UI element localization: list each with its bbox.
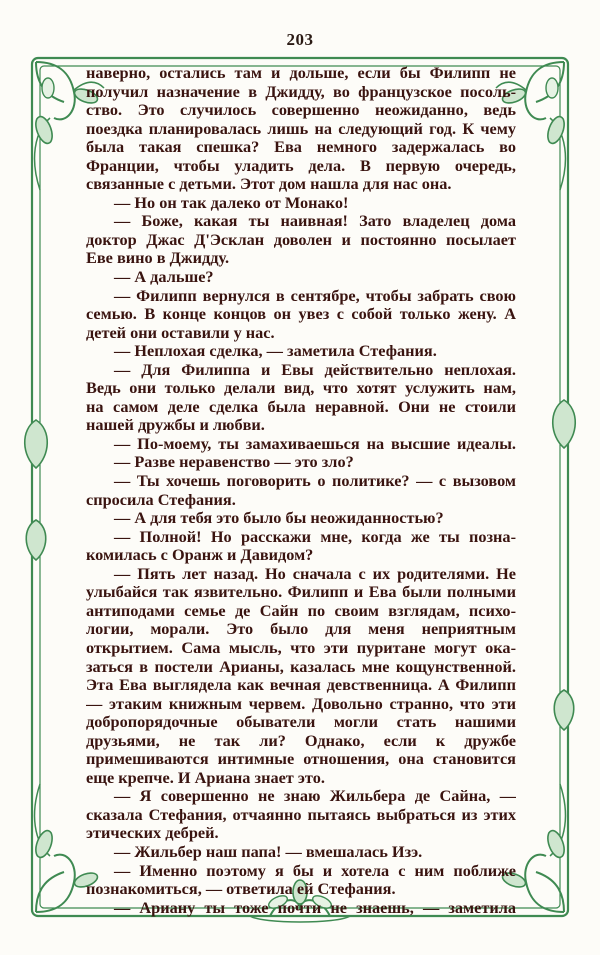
text-line: познакомиться, — ответила ей Стефания. <box>86 880 396 899</box>
text-line: спросила Стефания. <box>86 490 236 509</box>
text-line: ство. Это случилось совершенно неожиданно, ведь <box>86 101 516 120</box>
text-line: — Но он так далеко от Монако! <box>114 193 349 212</box>
text-line: — А для тебя это было бы неожиданностью? <box>114 509 444 528</box>
text-line: — Я совершенно не знаю Жильбера де Сайна, — <box>114 787 516 806</box>
side-leaf-right <box>553 400 576 730</box>
text-line: поездка планировалась лишь на следующий год. К чему <box>86 119 516 138</box>
text-line: примешиваются интимные отношения, она становится <box>86 750 516 769</box>
text-line: — А дальше? <box>114 268 214 287</box>
text-line: — По-моему, ты замахиваешься на высшие идеалы. <box>114 434 516 453</box>
text-line: — Ариану ты тоже почти не знаешь, — заметила <box>114 898 516 917</box>
text-line: Ведь они только делали вид, что хотят услужить нам, <box>86 379 516 398</box>
text-line: — Полной! Но расскажи мне, когда же ты позна- <box>114 527 516 546</box>
text-line: была такая спешка? Ева немного задержалась во <box>86 138 516 157</box>
text-line: получил назначение в Джидду, во французское посоль- <box>86 82 516 101</box>
text-line: заться в постели Арианы, казалась мне кощунственной. <box>86 657 516 676</box>
text-line: — Именно поэтому я бы и хотела с ним поближе <box>114 861 516 880</box>
text-line: логии, морали. Это было для меня неприятным <box>86 620 516 639</box>
text-line: детей они оставили у нас. <box>86 323 275 342</box>
text-line: друзьями, не так ли? Однако, если к дружбе <box>86 731 516 750</box>
text-line: Еве вино в Джидду. <box>86 249 230 268</box>
text-line: — Пять лет назад. Но сначала с их родителями. Не <box>114 564 516 583</box>
text-line: нашей дружбы и любви. <box>86 416 265 435</box>
text-line: Эта Ева выглядела как вечная девственница. А Филипп <box>86 676 516 695</box>
text-line: доктор Джас Д'Эсклан доволен и постоянно посылает <box>86 230 516 249</box>
text-line: еще крепче. И Ариана знает это. <box>86 768 325 787</box>
text-line: открытием. Сама мысль, что эти пуритане могут ока- <box>86 638 516 657</box>
text-line: связанные с детьми. Этот дом нашла для нас она. <box>86 175 452 194</box>
text-line: — Боже, какая ты наивная! Зато владелец дома <box>114 212 516 231</box>
text-line: — Неплохая сделка, — заметила Стефания. <box>114 342 437 361</box>
text-line: комилась с Оранж и Давидом? <box>86 546 314 565</box>
text-line: этических дебрей. <box>86 824 219 843</box>
text-line: Франции, чтобы уладить дела. В первую очередь, <box>86 156 516 175</box>
text-line: сказала Стефания, отчаянно пытаясь выбраться из этих <box>86 805 516 824</box>
text-line: семью. В конце концов он увез с собой только жену. А <box>86 305 516 324</box>
page-number: 203 <box>286 30 314 49</box>
text-line: наверно, остались там и дольше, если бы Филипп не <box>86 64 516 82</box>
text-line: — Жильбер наш папа! — вмешалась Изэ. <box>114 842 423 861</box>
text-line: на самом деле сделка была неравной. Они не стоили <box>86 397 516 416</box>
text-line: — Разве неравенство — это зло? <box>114 453 354 472</box>
text-line: — Ты хочешь поговорить о политике? — с вызовом <box>114 472 516 491</box>
text-line: добропорядочные обыватели могли стать нашими <box>86 713 516 732</box>
text-line: — Филипп вернулся в сентябре, чтобы забрать свою <box>114 286 516 305</box>
text-line: антиподами семье де Сайн по своим взглядам, психо- <box>86 601 516 620</box>
side-leaf-left <box>25 420 48 560</box>
page-text <box>86 64 516 917</box>
text-line: — этаким книжным червем. Довольно странно, что эти <box>86 694 516 713</box>
text-line: — Для Филиппа и Евы действительно неплохая. <box>114 360 516 379</box>
text-line: улыбайся так язвительно. Филипп и Ева были полными <box>86 583 516 602</box>
